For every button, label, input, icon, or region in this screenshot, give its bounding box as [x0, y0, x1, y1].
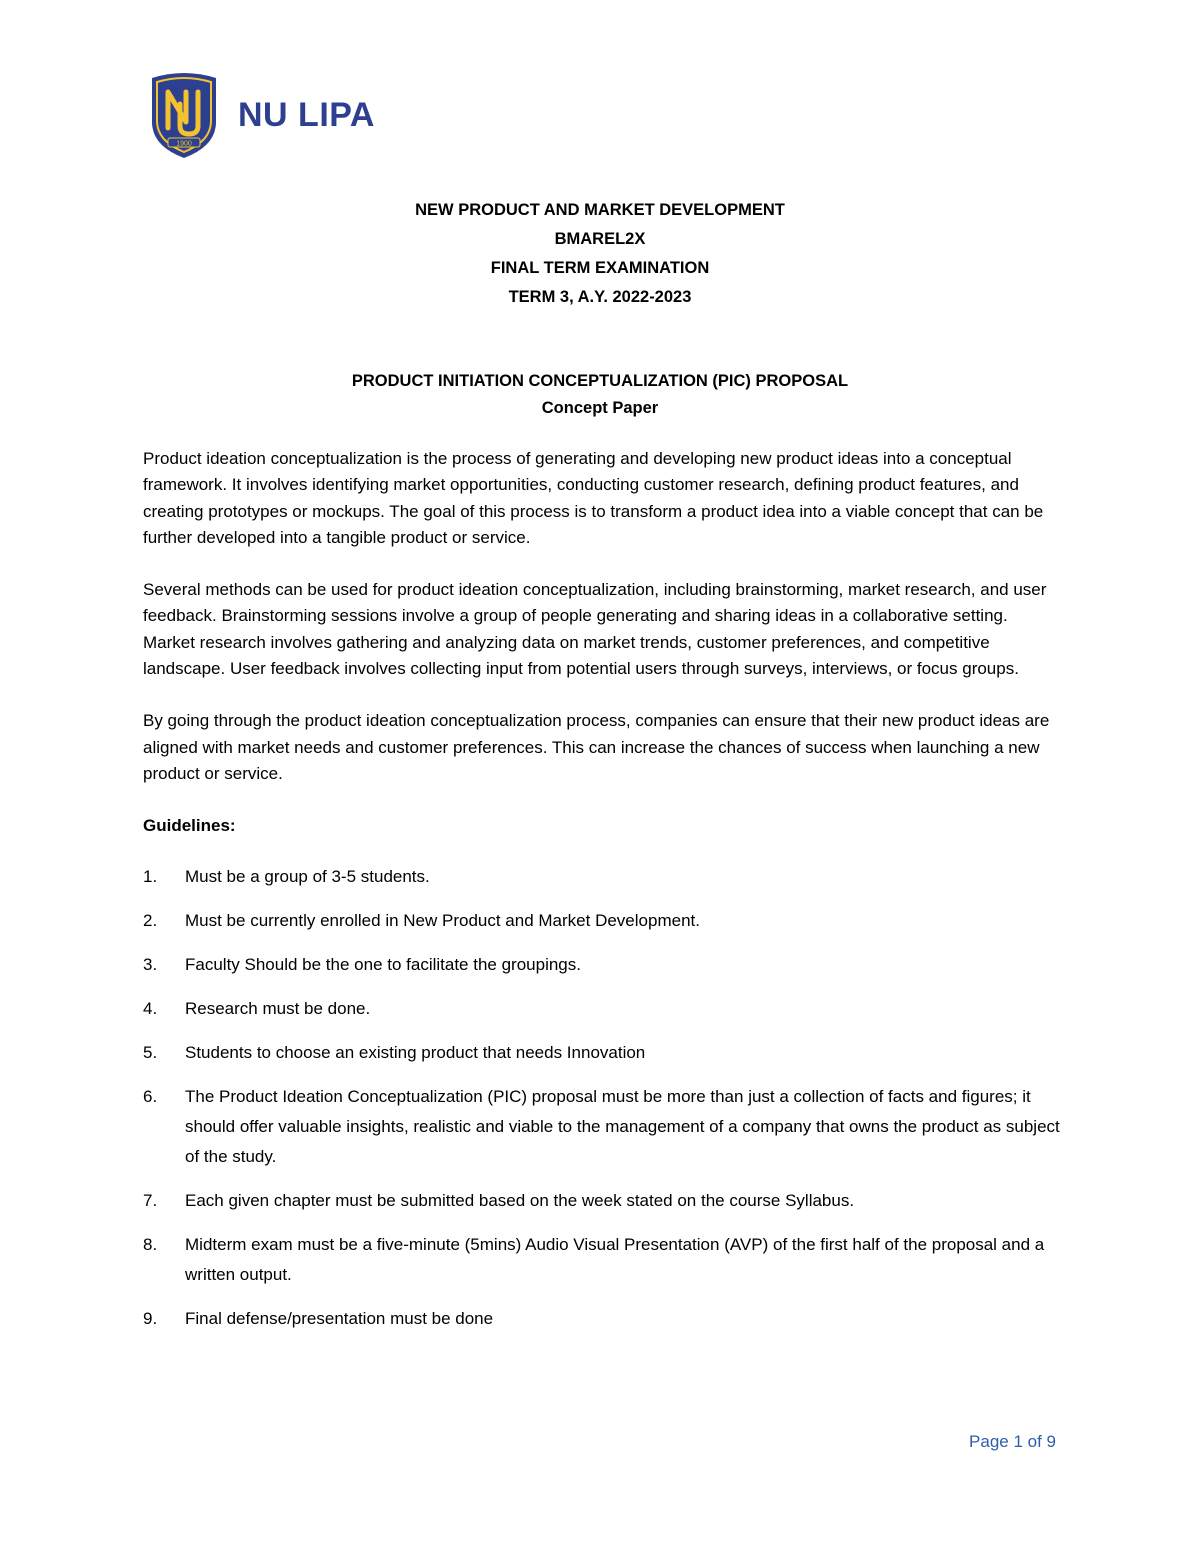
- list-item-text: Faculty Should be the one to facilitate the groupings.: [185, 954, 581, 974]
- list-item: [143, 1304, 1061, 1334]
- header-logo: [146, 70, 375, 160]
- list-item: [143, 1082, 1061, 1172]
- list-item-number: 8.: [143, 1234, 158, 1254]
- brand-name: NU LIPA: [238, 95, 375, 134]
- list-item: [143, 994, 1061, 1024]
- list-item-number: 5.: [143, 1042, 158, 1062]
- list-item-number: 7.: [143, 1190, 158, 1210]
- list-item: [143, 1230, 1061, 1290]
- guidelines-list: [143, 862, 1061, 1334]
- course-title: NEW PRODUCT AND MARKET DEVELOPMENT: [415, 201, 785, 219]
- list-item-number: 6.: [143, 1086, 158, 1106]
- list-item-number: 9.: [143, 1308, 158, 1328]
- paragraph-intro: Product ideation conceptualization is the process of generating and developing new product ideas into a conceptual framework. It involves identifying market opportunities, conducting customer research, defining product features, and creating prototypes or mockups. The goal of this process is to transform a product idea into a viable concept that can be further developed into a tangible product or service.: [143, 449, 1044, 547]
- list-item-text: Each given chapter must be submitted based on the week stated on the course Syllabus.: [185, 1190, 855, 1210]
- proposal-subheading: Concept Paper: [541, 399, 659, 417]
- list-item: [143, 1038, 1061, 1068]
- course-code: BMAREL2X: [554, 230, 646, 248]
- university-crest-icon: [146, 70, 222, 160]
- list-item-number: 2.: [143, 910, 158, 930]
- list-item-text: The Product Ideation Conceptualization (PIC) proposal must be more than just a collection of facts and figures; it should offer valuable insights, realistic and viable to the management of a company that owns the product as subject of the study.: [185, 1086, 1060, 1166]
- list-item-number: 1.: [143, 866, 158, 886]
- guidelines-heading: Guidelines:: [143, 816, 236, 836]
- list-item-number: 3.: [143, 954, 158, 974]
- crest-year: 1900: [176, 140, 192, 148]
- list-item-text: Research must be done.: [185, 998, 371, 1018]
- list-item: [143, 950, 1061, 980]
- paragraph-methods: Several methods can be used for product ideation conceptualization, including brainstorming, market research, and user feedback. Brainstorming sessions involve a group of people generating and sharing ideas in a collaborative setting. Market research involves gathering and analyzing data on market trends, customer preferences, and competitive landscape. User feedback involves collecting input from potential users through surveys, interviews, or focus groups.: [143, 580, 1047, 679]
- exam-title-block: [0, 196, 1200, 312]
- page-number: Page 1 of 9: [969, 1432, 1056, 1451]
- term-label: TERM 3, A.Y. 2022-2023: [508, 288, 692, 306]
- list-item-number: 4.: [143, 998, 158, 1018]
- paragraph-benefits: By going through the product ideation conceptualization process, companies can ensure that their new product ideas are aligned with market needs and customer preferences. This can increase the chances of success when launching a new product or service.: [143, 711, 1050, 783]
- proposal-heading-block: [0, 368, 1200, 422]
- list-item: [143, 1186, 1061, 1216]
- list-item-text: Must be a group of 3-5 students.: [185, 866, 430, 886]
- document-body: [143, 446, 1061, 1348]
- list-item-text: Must be currently enrolled in New Product and Market Development.: [185, 910, 700, 930]
- list-item-text: Final defense/presentation must be done: [185, 1308, 494, 1328]
- list-item: [143, 906, 1061, 936]
- exam-type: FINAL TERM EXAMINATION: [490, 259, 710, 277]
- list-item-text: Students to choose an existing product that needs Innovation: [185, 1042, 646, 1062]
- proposal-heading: PRODUCT INITIATION CONCEPTUALIZATION (PIC) PROPOSAL: [351, 372, 849, 390]
- list-item: [143, 862, 1061, 892]
- list-item-text: Midterm exam must be a five-minute (5mins) Audio Visual Presentation (AVP) of the first half of the proposal and a written output.: [185, 1234, 1045, 1284]
